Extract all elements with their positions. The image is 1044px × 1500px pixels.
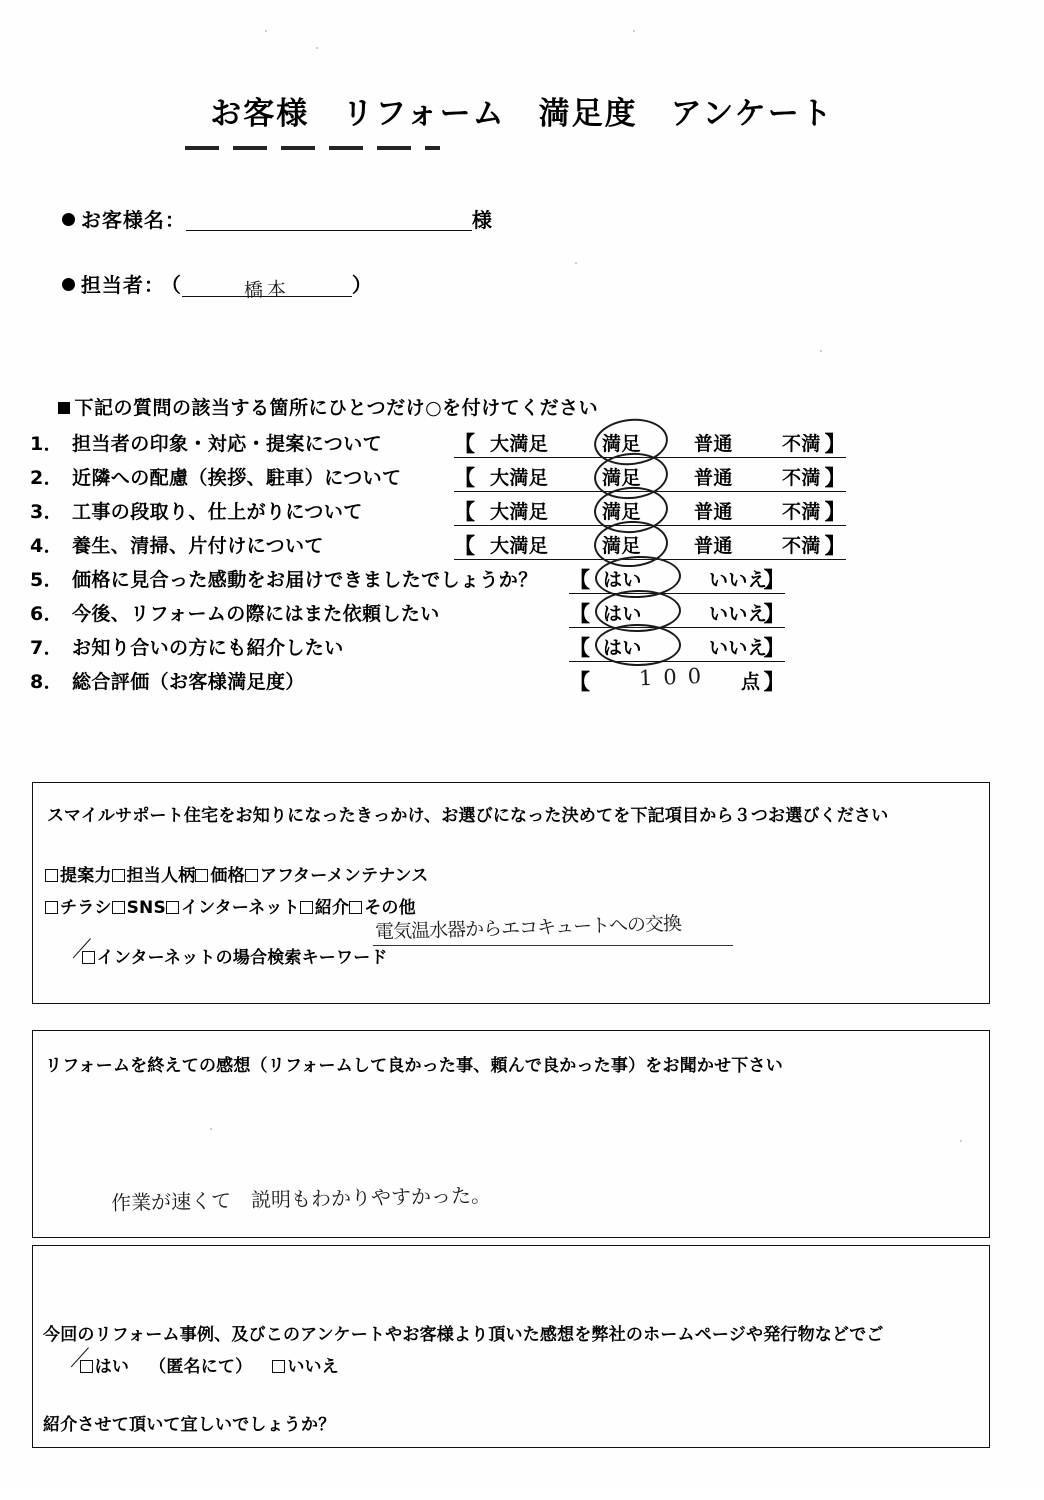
question-number: 6． [30, 603, 64, 625]
bracket-right: 】 [824, 432, 846, 456]
answer-option[interactable]: 満足 [602, 501, 641, 523]
score-unit: 点 [741, 671, 761, 693]
question-row [30, 665, 1020, 699]
question-row [30, 461, 1020, 495]
source-section-box [32, 782, 990, 1004]
permission-section-box [32, 1245, 990, 1448]
bracket-right: 】 [824, 534, 846, 558]
answer-option[interactable]: 不満 [782, 467, 821, 489]
source-prompt: スマイルサポート住宅をお知りになったきっかけ、お選びになった決めてを下記項目から３つお選びください [47, 806, 889, 826]
source-option-label: アフターメンテナンス [259, 866, 429, 886]
answer-block [569, 631, 785, 662]
title-underline-dashes [185, 146, 440, 150]
comment-section-box [32, 1030, 990, 1238]
comment-prompt: リフォームを終えての感想（リフォームして良かった事、頼んで良かった事）をお聞かせ下さい [45, 1056, 783, 1076]
staff-name-input[interactable] [182, 275, 352, 302]
question-number: 1． [30, 433, 64, 455]
answer-block [454, 461, 846, 492]
question-text: 工事の段取り、仕上がりについて [72, 501, 363, 523]
checkbox-source-option[interactable] [300, 901, 313, 914]
question-number: 5． [30, 569, 64, 591]
permission-answer-row [43, 1332, 339, 1397]
comment-handwriting: 作業が速くて 説明もわかりやすかった。 [110, 1183, 492, 1215]
answer-option[interactable]: 満足 [602, 535, 641, 557]
checkbox-permission-no[interactable] [272, 1360, 285, 1373]
answer-option[interactable]: 大満足 [490, 501, 549, 523]
keyword-underline [373, 945, 733, 946]
question-text: お知り合いの方にも紹介したい [72, 637, 344, 659]
answer-block [454, 495, 846, 526]
question-number: 3． [30, 501, 64, 523]
score-handwriting: 100 [638, 663, 713, 691]
answer-block [454, 427, 846, 458]
answer-block [454, 529, 846, 560]
source-option-label: その他 [364, 898, 416, 918]
answer-option[interactable]: 不満 [782, 535, 821, 557]
bracket-left: 【 [569, 636, 591, 660]
checkbox-source-option[interactable] [112, 869, 125, 882]
answer-option[interactable]: いいえ [709, 637, 768, 659]
bracket-left: 【 [454, 534, 476, 558]
bullet-icon [62, 278, 75, 291]
bracket-right: 】 [763, 636, 785, 660]
answer-block [569, 665, 785, 695]
answer-option[interactable]: 普通 [694, 535, 733, 557]
question-number: 4． [30, 535, 64, 557]
answer-option[interactable]: 不満 [782, 433, 821, 455]
answer-option[interactable]: 大満足 [490, 467, 549, 489]
bracket-right: 】 [824, 500, 846, 524]
permission-anonymous-label: （匿名にて） [149, 1357, 253, 1377]
bracket-left: 【 [454, 432, 476, 456]
answer-option[interactable]: 満足 [602, 467, 641, 489]
bracket-left: 【 [454, 466, 476, 490]
source-options-row-3 [45, 923, 388, 988]
question-text: 価格に見合った感動をお届けできましたでしょうか？ [72, 569, 538, 591]
square-bullet-icon [58, 402, 70, 414]
checkbox-permission-yes[interactable] [80, 1360, 93, 1373]
question-number: 8． [30, 671, 64, 693]
customer-name-suffix: 様 [471, 208, 493, 232]
bullet-icon [62, 213, 75, 226]
staff-name-handwriting: 橋本 [243, 278, 291, 302]
answer-option[interactable]: 普通 [694, 467, 733, 489]
checkbox-source-option[interactable] [349, 901, 362, 914]
checkbox-source-option[interactable] [45, 869, 58, 882]
answer-option[interactable]: 大満足 [490, 535, 549, 557]
question-list [30, 427, 1020, 699]
permission-yes-label: はい [94, 1357, 130, 1377]
bracket-right: 】 [763, 602, 785, 626]
question-row [30, 427, 1020, 461]
permission-prompt-line-2: 紹介させて頂いて宜しいでしょうか？ [43, 1415, 336, 1435]
source-option-label: チラシ [60, 898, 112, 918]
question-text: 担当者の印象・対応・提案について [72, 433, 383, 455]
scan-speck [820, 350, 822, 352]
staff-name-row [30, 245, 373, 322]
question-row [30, 495, 1020, 529]
answer-block [569, 563, 785, 594]
bracket-right: 】 [824, 466, 846, 490]
question-row [30, 563, 1020, 597]
question-row [30, 529, 1020, 563]
bracket-left: 【 [569, 670, 591, 694]
bracket-right: 】 [763, 568, 785, 592]
source-options-row-2 [45, 893, 416, 918]
answer-option[interactable]: はい [603, 603, 642, 625]
scan-speck [633, 30, 635, 32]
checkbox-source-option[interactable] [245, 869, 258, 882]
source-option-label: 提案力 [60, 866, 112, 886]
staff-name-label: 担当者： [80, 273, 165, 297]
question-text: 総合評価（お客様満足度） [72, 671, 305, 693]
staff-paren-open: （ [170, 273, 182, 297]
scan-speck [575, 262, 577, 264]
answer-option[interactable]: 不満 [782, 501, 821, 523]
customer-name-trailing-rule [436, 209, 472, 231]
scan-speck [316, 47, 318, 49]
question-row [30, 631, 1020, 665]
question-number: 2． [30, 467, 64, 489]
customer-name-label: お客様名： [80, 208, 186, 232]
checkbox-internet-keyword[interactable] [82, 951, 95, 964]
answer-option[interactable]: 普通 [694, 433, 733, 455]
checkbox-source-option[interactable] [195, 869, 208, 882]
checkbox-source-option[interactable] [112, 901, 125, 914]
source-option-label: 担当人柄 [126, 866, 196, 886]
answer-option[interactable]: いいえ [709, 569, 768, 591]
instruction-text: 下記の質問の該当する箇所にひとつだけ○を付けてください [74, 397, 599, 419]
keyword-handwriting: 電気温水器からエコキュートへの交換 [374, 912, 682, 944]
checkbox-source-option[interactable] [45, 901, 58, 914]
question-text: 養生、清掃、片付けについて [72, 535, 324, 557]
source-option-label: SNS [126, 898, 166, 918]
source-option-label: 紹介 [314, 898, 350, 918]
question-text: 今後、リフォームの際にはまた依頼したい [72, 603, 440, 625]
source-option-label: 価格 [210, 866, 245, 886]
bracket-left: 【 [454, 500, 476, 524]
bracket-left: 【 [569, 568, 591, 592]
checkbox-source-option[interactable] [166, 901, 179, 914]
answer-option[interactable]: はい [603, 569, 642, 591]
bracket-left: 【 [569, 602, 591, 626]
answer-block [569, 597, 785, 628]
answer-option[interactable]: 普通 [694, 501, 733, 523]
answer-option[interactable]: 満足 [602, 433, 641, 455]
answer-option[interactable]: いいえ [709, 603, 768, 625]
source-keyword-label: インターネットの場合検索キーワード [96, 948, 388, 968]
permission-no-label: いいえ [287, 1357, 339, 1377]
source-option-label: インターネット [180, 898, 300, 918]
question-row [30, 597, 1020, 631]
bracket-right: 】 [763, 670, 785, 694]
answer-option[interactable]: はい [603, 637, 642, 659]
page-title: お客様 リフォーム 満足度 アンケート [210, 96, 834, 132]
source-options-row-1 [45, 861, 428, 886]
question-text: 近隣への配慮（挨拶、駐車）について [72, 467, 402, 489]
question-number: 7． [30, 637, 64, 659]
permission-prompt-line-1: 今回のリフォーム事例、及びこのアンケートやお客様より頂いた感想を弊社のホームページや発行物などでご [43, 1325, 884, 1345]
staff-paren-close: ） [351, 273, 373, 297]
answer-option[interactable]: 大満足 [490, 433, 549, 455]
customer-name-input[interactable] [186, 209, 436, 231]
scan-speck [265, 30, 267, 32]
